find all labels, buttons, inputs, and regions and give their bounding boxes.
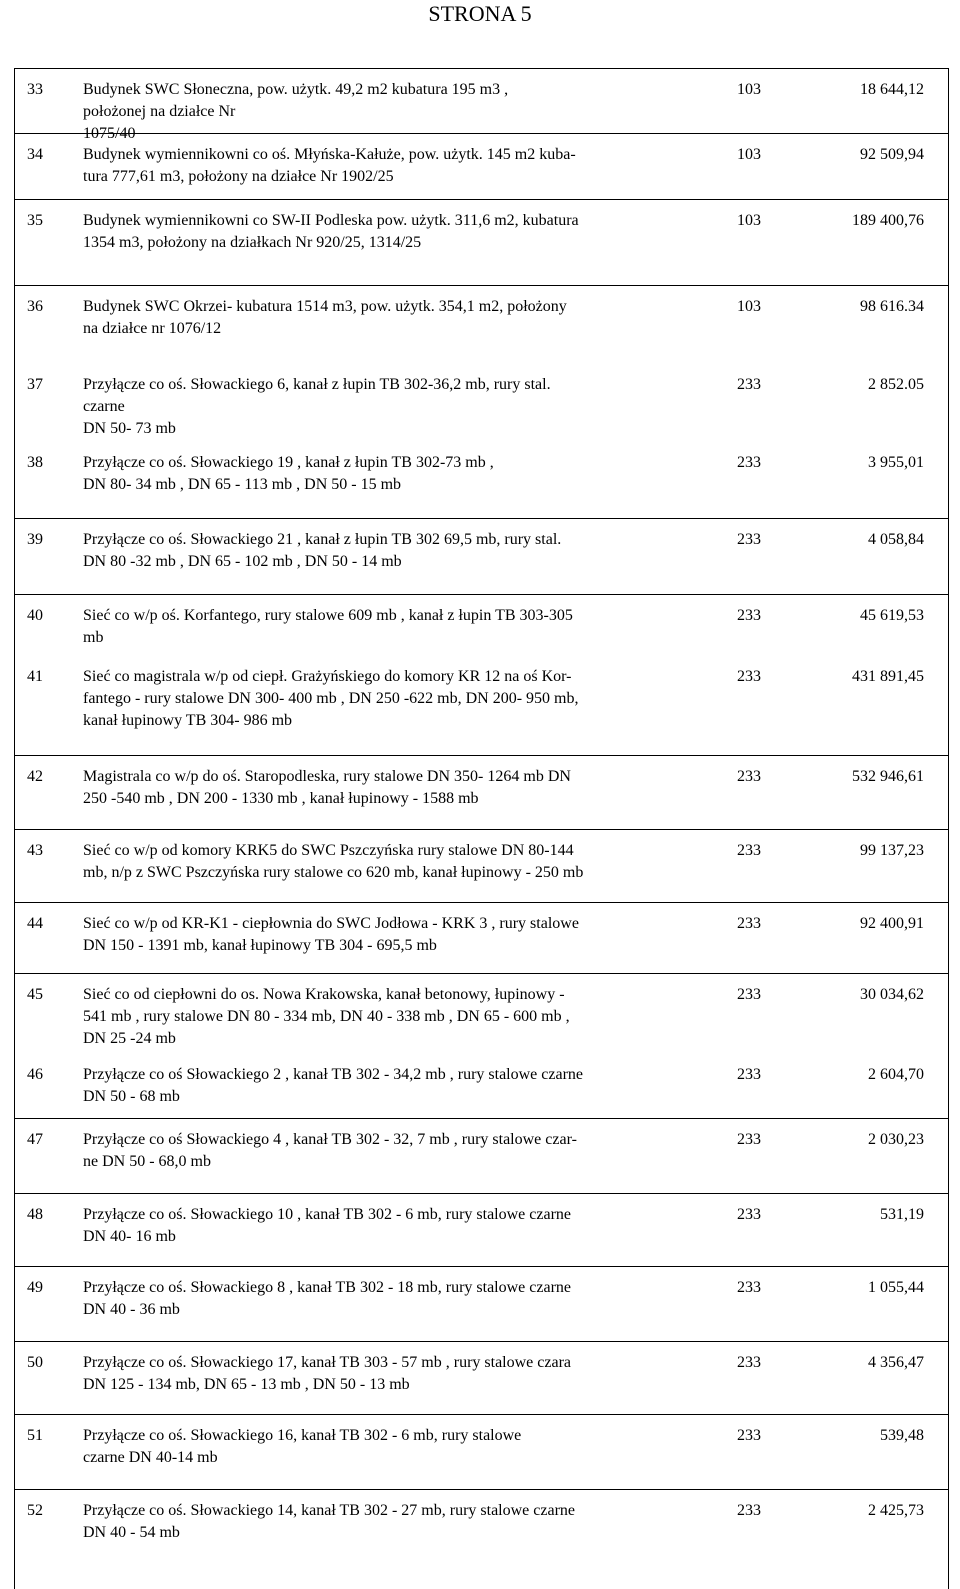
- table-row: [15, 133, 948, 199]
- description-line: Sieć co w/p od KR-K1 - ciepłownia do SWC Jodłowa - KRK 3 , rury stalowe: [83, 915, 579, 932]
- row-value: 1 055,44: [868, 1279, 924, 1296]
- row-code: 233: [737, 986, 761, 1003]
- row-description: [83, 984, 713, 1050]
- table-row: [15, 1489, 948, 1589]
- row-code: 233: [737, 1502, 761, 1519]
- asset-table: [14, 68, 949, 1589]
- row-description: [83, 1500, 713, 1544]
- description-line: tura 777,61 m3, położony na działce Nr 1902/25: [83, 168, 394, 185]
- table-row: [15, 656, 948, 755]
- row-number: 41: [27, 668, 43, 685]
- description-line: mb, n/p z SWC Pszczyńska rury stalowe co 620 mb, kanał łupinowy - 250 mb: [83, 864, 584, 881]
- row-description: [83, 913, 713, 957]
- row-number: 35: [27, 212, 43, 229]
- row-value: 539,48: [880, 1427, 924, 1444]
- description-line: DN 50- 73 mb: [83, 420, 176, 437]
- description-line: Przyłącze co oś Słowackiego 2 , kanał TB 302 - 34,2 mb , rury stalowe czarne: [83, 1066, 583, 1083]
- description-line: Sieć co w/p oś. Korfantego, rury stalowe 609 mb , kanał z łupin TB 303-305: [83, 607, 573, 624]
- row-description: [83, 452, 713, 496]
- description-line: DN 150 - 1391 mb, kanał łupinowy TB 304 - 695,5 mb: [83, 937, 437, 954]
- description-line: Przyłącze co oś. Słowackiego 19 , kanał z łupin TB 302-73 mb ,: [83, 454, 494, 471]
- row-code: 233: [737, 1206, 761, 1223]
- row-value: 99 137,23: [860, 842, 924, 859]
- row-value: 4 356,47: [868, 1354, 924, 1371]
- row-description: [83, 666, 713, 732]
- description-line: Budynek wymiennikowni co SW-II Podleska pow. użytk. 311,6 m2, kubatura: [83, 212, 579, 229]
- row-description: [83, 144, 713, 188]
- row-value: 92 400,91: [860, 915, 924, 932]
- row-value: 98 616.34: [860, 298, 924, 315]
- row-code: 103: [737, 81, 761, 98]
- description-line: mb: [83, 629, 104, 646]
- description-line: Sieć co w/p od komory KRK5 do SWC Pszczyńska rury stalowe DN 80-144: [83, 842, 574, 859]
- description-line: DN 50 - 68 mb: [83, 1088, 180, 1105]
- description-line: 1354 m3, położony na działkach Nr 920/25, 1314/25: [83, 234, 422, 251]
- description-line: czarne DN 40-14 mb: [83, 1449, 218, 1466]
- row-number: 44: [27, 915, 43, 932]
- row-number: 34: [27, 146, 43, 163]
- table-row: [15, 364, 948, 442]
- description-line: Przyłącze co oś. Słowackiego 8 , kanał TB 302 - 18 mb, rury stalowe czarne: [83, 1279, 571, 1296]
- description-line: Budynek SWC Słoneczna, pow. użytk. 49,2 m2 kubatura 195 m3 ,: [83, 81, 509, 98]
- row-code: 233: [737, 376, 761, 393]
- row-number: 38: [27, 454, 43, 471]
- description-line: DN 80 -32 mb , DN 65 - 102 mb , DN 50 - 14 mb: [83, 553, 402, 570]
- row-code: 233: [737, 531, 761, 548]
- row-number: 47: [27, 1131, 43, 1148]
- row-number: 39: [27, 531, 43, 548]
- row-description: [83, 79, 713, 142]
- row-number: 46: [27, 1066, 43, 1083]
- row-number: 48: [27, 1206, 43, 1223]
- description-line: Przyłącze co oś. Słowackiego 17, kanał TB 303 - 57 mb , rury stalowe czara: [83, 1354, 571, 1371]
- description-line: DN 25 -24 mb: [83, 1030, 176, 1047]
- row-number: 40: [27, 607, 43, 624]
- description-line: DN 40- 16 mb: [83, 1228, 176, 1245]
- row-value: 4 058,84: [868, 531, 924, 548]
- table-row: [15, 442, 948, 518]
- row-number: 51: [27, 1427, 43, 1444]
- description-line: 541 mb , rury stalowe DN 80 - 334 mb, DN 40 - 338 mb , DN 65 - 600 mb ,: [83, 1008, 570, 1025]
- description-line: DN 80- 34 mb , DN 65 - 113 mb , DN 50 - 15 mb: [83, 476, 402, 493]
- page-header: STRONA 5: [428, 1, 532, 26]
- table-row: [15, 518, 948, 594]
- table-row: [15, 68, 948, 142]
- row-code: 233: [737, 1066, 761, 1083]
- row-value: 2 852.05: [868, 376, 924, 393]
- description-line: Sieć co magistrala w/p od ciepł. Grażyńskiego do komory KR 12 na oś Kor-: [83, 668, 572, 685]
- description-line: DN 125 - 134 mb, DN 65 - 13 mb , DN 50 - 13 mb: [83, 1376, 410, 1393]
- row-number: 52: [27, 1502, 43, 1519]
- row-code: 233: [737, 607, 761, 624]
- table-row: [15, 902, 948, 973]
- table-row: [15, 1193, 948, 1266]
- row-value: 3 955,01: [868, 454, 924, 471]
- row-value: 189 400,76: [852, 212, 924, 229]
- row-description: [83, 766, 713, 810]
- description-line: Przyłącze co oś. Słowackiego 6, kanał z łupin TB 302-36,2 mb, rury stal.: [83, 376, 551, 393]
- row-description: [83, 605, 713, 649]
- row-value: 92 509,94: [860, 146, 924, 163]
- row-description: [83, 210, 713, 254]
- row-description: [83, 1277, 713, 1321]
- table-row: [15, 973, 948, 1054]
- row-description: [83, 1352, 713, 1396]
- description-line: Budynek wymiennikowni co oś. Młyńska-Kałuże, pow. użytk. 145 m2 kuba-: [83, 146, 576, 163]
- description-line: czarne: [83, 398, 125, 415]
- row-value: 45 619,53: [860, 607, 924, 624]
- description-line: Przyłącze co oś. Słowackiego 14, kanał TB 302 - 27 mb, rury stalowe czarne: [83, 1502, 575, 1519]
- table-row: [15, 1118, 948, 1193]
- row-description: [83, 1064, 713, 1108]
- row-code: 103: [737, 298, 761, 315]
- row-code: 233: [737, 1279, 761, 1296]
- description-line: kanał łupinowy TB 304- 986 mb: [83, 712, 293, 729]
- row-value: 531,19: [880, 1206, 924, 1223]
- row-description: [83, 1129, 713, 1173]
- row-description: [83, 840, 713, 884]
- description-line: Przyłącze co oś Słowackiego 4 , kanał TB 302 - 32, 7 mb , rury stalowe czar-: [83, 1131, 577, 1148]
- row-code: 103: [737, 146, 761, 163]
- row-description: [83, 529, 713, 573]
- description-line: Magistrala co w/p do oś. Staropodleska, rury stalowe DN 350- 1264 mb DN: [83, 768, 571, 785]
- description-line: 250 -540 mb , DN 200 - 1330 mb , kanał łupinowy - 1588 mb: [83, 790, 479, 807]
- table-row: [15, 829, 948, 902]
- row-value: 2 604,70: [868, 1066, 924, 1083]
- row-description: [83, 374, 713, 440]
- row-value: 30 034,62: [860, 986, 924, 1003]
- row-code: 233: [737, 842, 761, 859]
- table-row: [15, 755, 948, 829]
- description-line: położonej na działce Nr: [83, 103, 236, 120]
- row-code: 233: [737, 915, 761, 932]
- row-code: 233: [737, 768, 761, 785]
- table-row: [15, 1414, 948, 1489]
- row-code: 233: [737, 1354, 761, 1371]
- row-number: 36: [27, 298, 43, 315]
- description-line: Przyłącze co oś. Słowackiego 10 , kanał TB 302 - 6 mb, rury stalowe czarne: [83, 1206, 571, 1223]
- table-row: [15, 285, 948, 364]
- table-row: [15, 1054, 948, 1118]
- description-line: Budynek SWC Okrzei- kubatura 1514 m3, pow. użytk. 354,1 m2, położony: [83, 298, 567, 315]
- description-line: na działce nr 1076/12: [83, 320, 222, 337]
- description-line: DN 40 - 54 mb: [83, 1524, 180, 1541]
- row-code: 233: [737, 454, 761, 471]
- row-value: 532 946,61: [852, 768, 924, 785]
- description-line: Sieć co od ciepłowni do os. Nowa Krakowska, kanał betonowy, łupinowy -: [83, 986, 565, 1003]
- description-line: 1075/40: [83, 125, 136, 142]
- row-number: 42: [27, 768, 43, 785]
- row-description: [83, 1204, 713, 1248]
- table-row: [15, 1266, 948, 1341]
- row-value: 2 030,23: [868, 1131, 924, 1148]
- description-line: ne DN 50 - 68,0 mb: [83, 1153, 211, 1170]
- table-row: [15, 594, 948, 656]
- row-code: 233: [737, 1427, 761, 1444]
- description-line: Przyłącze co oś. Słowackiego 21 , kanał z łupin TB 302 69,5 mb, rury stal.: [83, 531, 562, 548]
- row-code: 233: [737, 1131, 761, 1148]
- row-value: 18 644,12: [860, 81, 924, 98]
- row-value: 431 891,45: [852, 668, 924, 685]
- row-number: 33: [27, 81, 43, 98]
- row-description: [83, 1425, 713, 1469]
- row-description: [83, 296, 713, 340]
- row-number: 43: [27, 842, 43, 859]
- row-number: 49: [27, 1279, 43, 1296]
- table-row: [15, 1341, 948, 1414]
- row-number: 50: [27, 1354, 43, 1371]
- row-number: 45: [27, 986, 43, 1003]
- description-line: Przyłącze co oś. Słowackiego 16, kanał TB 302 - 6 mb, rury stalowe: [83, 1427, 522, 1444]
- description-line: fantego - rury stalowe DN 300- 400 mb , DN 250 -622 mb, DN 200- 950 mb,: [83, 690, 579, 707]
- table-row: [15, 199, 948, 285]
- row-number: 37: [27, 376, 43, 393]
- row-code: 103: [737, 212, 761, 229]
- description-line: DN 40 - 36 mb: [83, 1301, 180, 1318]
- row-code: 233: [737, 668, 761, 685]
- row-value: 2 425,73: [868, 1502, 924, 1519]
